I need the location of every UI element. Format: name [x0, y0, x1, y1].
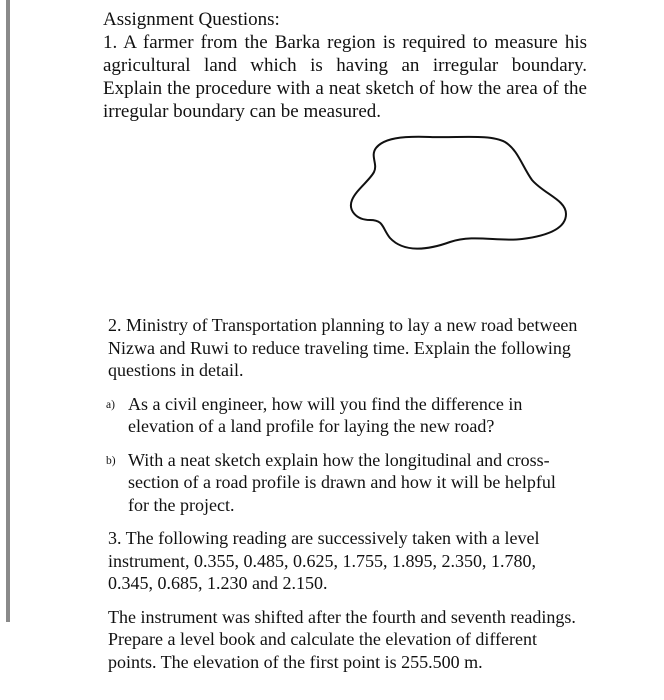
question-2-intro: 2. Ministry of Transportation planning to lay a new road between Nizwa and Ruwi to reduce traveling time. Explain the following questions in detail.	[108, 315, 578, 380]
question-2-part-a	[108, 393, 578, 438]
question-2-part-b	[108, 449, 578, 517]
question-3-instruction: The instrument was shifted after the fourth and seventh readings. Prepare a level book and calculate the elevation of different points. The elevation of the first point is 255.500 m.	[108, 606, 576, 672]
assignment-heading: Assignment Questions:	[103, 9, 280, 30]
part-a-text: As a civil engineer, how will you find the difference in elevation of a land profile for laying the new road?	[128, 393, 523, 436]
question-1-text: 1. A farmer from the Barka region is required to measure his agricultural land which is having an irregular boundary. Explain the procedure with a neat sketch of how the area of the irregular boundary can be measured.	[103, 32, 587, 122]
part-a-marker: a)	[106, 398, 115, 411]
question-1-block	[103, 8, 587, 123]
question-2-3-block	[108, 314, 578, 673]
question-3-readings: 3. The following reading are successively taken with a level instrument, 0.355, 0.485, 0.625, 1.755, 1.895, 2.350, 1.780, 0.345, 0.685, 1.230 and 2.150.	[108, 528, 540, 593]
irregular-boundary-sketch	[340, 128, 580, 258]
boundary-outline	[351, 137, 566, 249]
part-b-text: With a neat sketch explain how the longitudinal and cross-section of a road profile is drawn and how it will be helpful for the project.	[128, 449, 556, 515]
part-b-marker: b)	[106, 454, 116, 467]
